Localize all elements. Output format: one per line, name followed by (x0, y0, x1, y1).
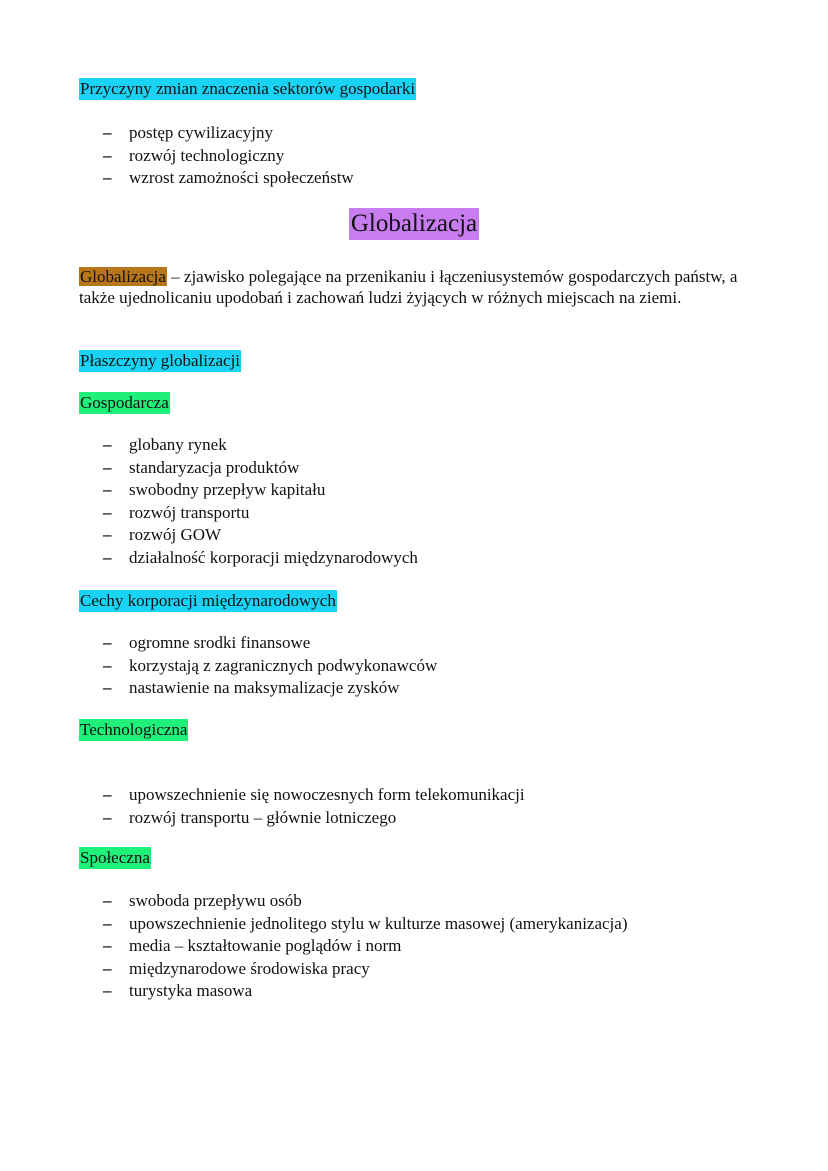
list-item (0, 677, 437, 700)
list-item (0, 122, 354, 145)
list-item (0, 502, 418, 525)
list-item (0, 655, 437, 678)
dash-bullet: – (103, 480, 112, 499)
dash-bullet: – (103, 891, 112, 910)
list-item-text: rozwój transportu – głównie lotniczego (129, 807, 397, 827)
list-item (0, 167, 354, 190)
page-title-text: Globalizacja (349, 208, 479, 240)
definition-paragraph (79, 266, 759, 308)
definition-term: Globalizacja (80, 267, 166, 286)
dash-bullet: – (103, 123, 112, 142)
list-item-text: postęp cywilizacyjny (129, 123, 273, 142)
list-item-text: działalność korporacji międzynarodowych (129, 547, 418, 567)
section-heading-corporations (79, 590, 337, 612)
dash-bullet: – (103, 678, 112, 697)
list-item-text: nastawienie na maksymalizacje zysków (129, 678, 400, 697)
list-item (0, 145, 354, 168)
corporations-list (0, 632, 437, 700)
section-heading-causes (79, 78, 416, 100)
list-item (0, 479, 418, 502)
dash-bullet: – (103, 547, 112, 567)
list-item (0, 547, 418, 570)
list-item-text: międzynarodowe środowiska pracy (129, 958, 370, 978)
list-item-text: standaryzacja produktów (129, 457, 300, 477)
list-item-text: swobodny przepływ kapitału (129, 480, 326, 499)
dash-bullet: – (103, 807, 112, 827)
list-item-text: ogromne srodki finansowe (129, 633, 311, 652)
list-item-text: media – kształtowanie poglądów i norm (129, 936, 402, 955)
section-heading-planes (79, 350, 241, 372)
list-item (0, 457, 418, 480)
dash-bullet: – (103, 936, 112, 955)
dash-bullet: – (103, 457, 112, 477)
list-item-text: rozwój GOW (129, 525, 222, 544)
list-item-text: korzystają z zagranicznych podwykonawców (129, 655, 438, 675)
heading-text: Cechy korporacji międzynarodowych (80, 591, 336, 610)
heading-text: Płaszczyny globalizacji (80, 351, 241, 370)
list-item-text: upowszechnienie się nowoczesnych form telekomunikacji (129, 785, 525, 804)
causes-list (0, 122, 354, 190)
list-item-text: swoboda przepływu osób (129, 891, 302, 910)
dash-bullet: – (103, 913, 112, 933)
list-item-text: rozwój transportu (129, 502, 250, 522)
list-item-text: upowszechnienie jednolitego stylu w kulturze masowej (amerykanizacja) (129, 913, 628, 933)
dash-bullet: – (103, 785, 112, 804)
dash-bullet: – (103, 958, 112, 978)
list-item-text: turystyka masowa (129, 981, 253, 1000)
definition-text: – zjawisko polegające na przenikaniu i łączeniusystemów gospodarczych państw, a także ujednolicaniu upodobań i zachowań ludzi żyjących w różnych miejscach na ziemi. (79, 267, 738, 307)
dash-bullet: – (103, 655, 112, 675)
heading-text: Technologiczna (80, 720, 188, 739)
list-item (0, 632, 437, 655)
list-item (0, 784, 525, 807)
list-item-text: rozwój technologiczny (129, 145, 285, 165)
list-item (0, 958, 628, 981)
list-item (0, 980, 628, 1003)
dash-bullet: – (103, 435, 112, 454)
list-item (0, 434, 418, 457)
heading-text: Gospodarcza (80, 393, 169, 412)
list-item (0, 807, 525, 830)
page-title (0, 208, 828, 240)
section-heading-technological (79, 719, 188, 741)
list-item (0, 890, 628, 913)
dash-bullet: – (103, 168, 112, 187)
list-item-text: globany rynek (129, 435, 227, 454)
dash-bullet: – (103, 525, 112, 544)
dash-bullet: – (103, 633, 112, 652)
technological-list (0, 784, 525, 829)
list-item (0, 913, 628, 936)
dash-bullet: – (103, 145, 112, 165)
dash-bullet: – (103, 502, 112, 522)
heading-text: Społeczna (80, 848, 150, 867)
heading-text: Przyczyny zmian znaczenia sektorów gospodarki (80, 79, 416, 98)
economic-list (0, 434, 418, 569)
dash-bullet: – (103, 981, 112, 1000)
section-heading-social (79, 847, 151, 869)
list-item (0, 935, 628, 958)
social-list (0, 890, 628, 1003)
section-heading-economic (79, 392, 170, 414)
list-item (0, 524, 418, 547)
list-item-text: wzrost zamożności społeczeństw (129, 168, 354, 187)
